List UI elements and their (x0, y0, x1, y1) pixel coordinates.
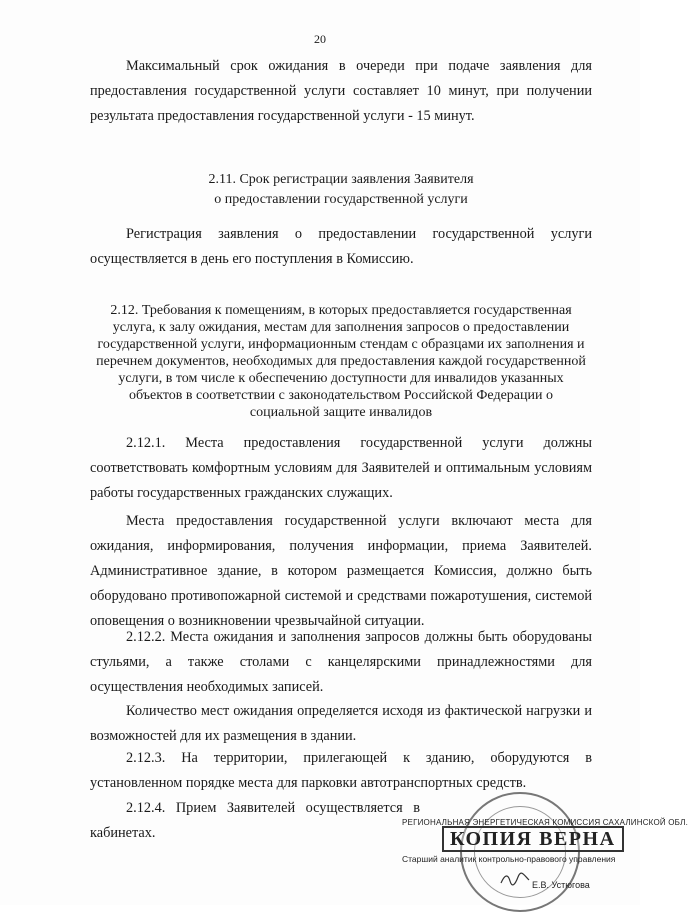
paragraph-2-12-3: 2.12.3. На территории, прилегающей к зданию, оборудуются в установленном порядке места для парковки автотранспортных средств. (90, 750, 592, 791)
stamp-organization: РЕГИОНАЛЬНАЯ ЭНЕРГЕТИЧЕСКАЯ КОМИССИЯ САХАЛИНСКОЙ ОБЛ. (402, 818, 688, 827)
stamp-role: Старший аналитик контрольно-правового управления (402, 854, 616, 864)
paragraph-places: Места предоставления государственной услуги включают места для ожидания, информирования, получения информации, приема Заявителей. Административное здание, в котором размещается Комиссия, должно быть оборудовано противопожарной системой и средствами пожаротушения, системой оповещения о возникновении чрезвычайной ситуации. (90, 513, 592, 629)
section-heading-2-11 (96, 170, 586, 210)
paragraph-2-12-4: 2.12.4. Прием Заявителей осуществляется в кабинетах. (90, 800, 420, 841)
section-heading-2-12: 2.12. Требования к помещениям, в которых предоставляется государственная услуга, к залу ожидания, местам для заполнения запросов о предоставлении государственной услуги, информационным стендам с образцами их заполнения и перечнем документов, необходимых для предоставления каждой государственной услуги, в том числе к обеспечению доступности для инвалидов указанных объектов в соответствии с законодательством Российской Федерации о социальной защите инвалидов (96, 303, 586, 420)
paragraph-2-12-1: 2.12.1. Места предоставления государственной услуги должны соответствовать комфортным условиям для Заявителей и оптимальным условиям работы государственных гражданских служащих. (90, 435, 592, 501)
stamp-signer-name: Е.В. Устюгова (532, 880, 590, 890)
certification-stamp (402, 796, 688, 898)
section-heading-2-11-line2: о предоставлении государственной услуги (214, 192, 468, 207)
stamp-copy-label: КОПИЯ ВЕРНА (442, 826, 624, 852)
section-heading-2-11-line1: 2.11. Срок регистрации заявления Заявителя (208, 172, 474, 187)
paragraph-2-12-2: 2.12.2. Места ожидания и заполнения запросов должны быть оборудованы стульями, а также столами с канцелярскими принадлежностями для осуществления необходимых записей. (90, 629, 592, 695)
paragraph-waiting-count: Количество мест ожидания определяется исходя из фактической нагрузки и возможностей для их размещения в здании. (90, 703, 592, 744)
handwritten-signature-icon (500, 872, 530, 886)
page-number: 20 (314, 32, 326, 46)
paragraph-registration: Регистрация заявления о предоставлении государственной услуги осуществляется в день его поступления в Комиссию. (90, 226, 592, 267)
paragraph-waiting-time: Максимальный срок ожидания в очереди при подаче заявления для предоставления государственной услуги составляет 10 минут, при получении результата предоставления государственной услуги - 15 минут. (90, 58, 592, 124)
